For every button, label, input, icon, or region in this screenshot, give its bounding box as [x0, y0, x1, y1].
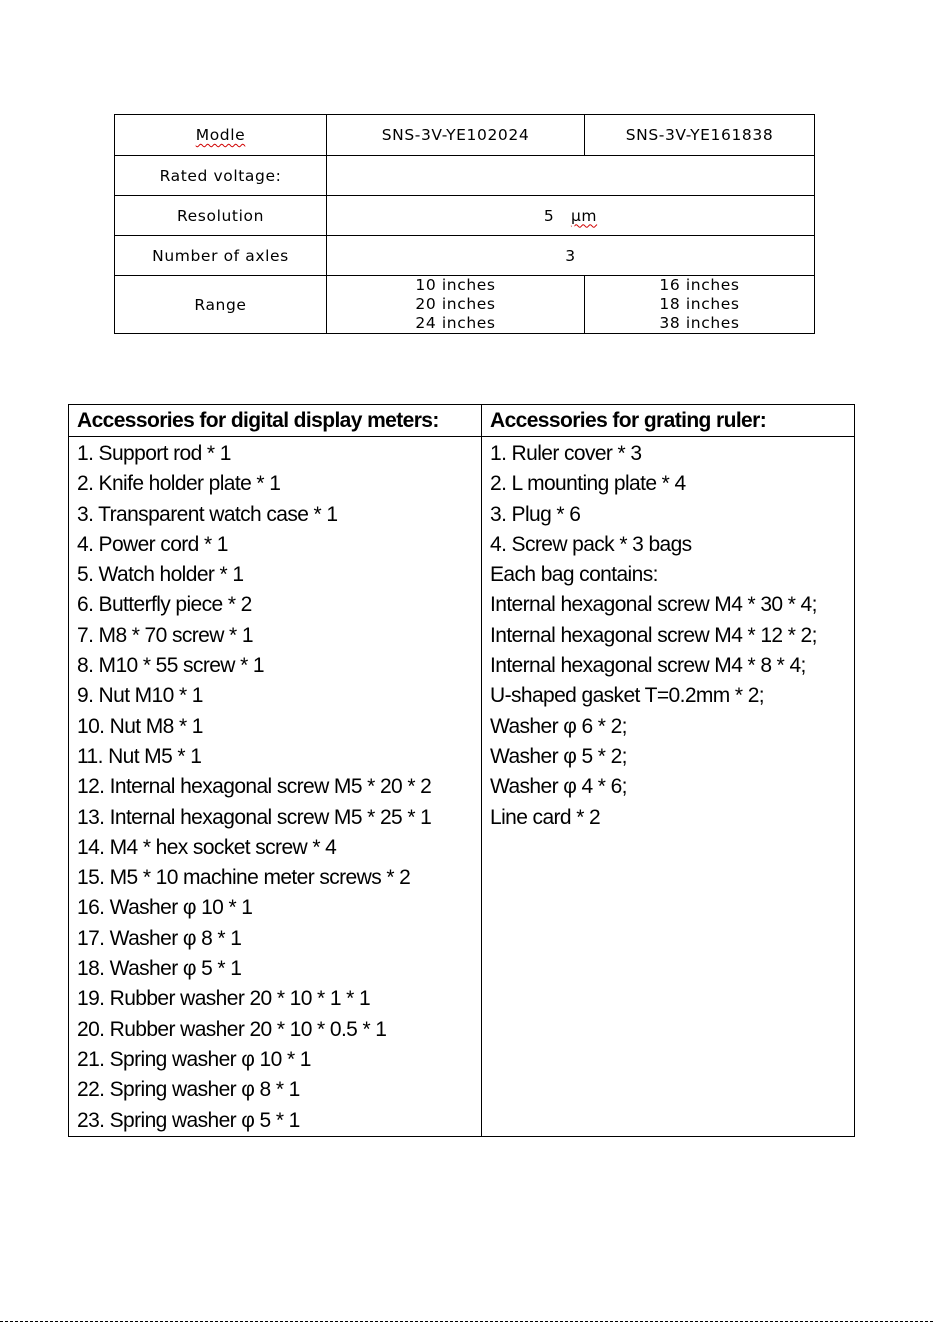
- list-item: 20. Rubber washer 20 * 10 * 0.5 * 1: [77, 1017, 387, 1041]
- list-item: Each bag contains:: [490, 563, 658, 587]
- list-item: 8. M10 * 55 screw * 1: [77, 654, 264, 678]
- list-item: 5. Watch holder * 1: [77, 563, 244, 587]
- list-item: 3. Transparent watch case * 1: [77, 502, 338, 526]
- list-item: 12. Internal hexagonal screw M5 * 20 * 2: [77, 775, 432, 799]
- list-item: 10. Nut M8 * 1: [77, 714, 203, 738]
- range-1-cell: [327, 276, 585, 334]
- meter-accessories-list: [69, 437, 482, 1137]
- accessories-header-row: [69, 405, 855, 437]
- list-item: 7. M8 * 70 screw * 1: [77, 623, 253, 647]
- spec-row-resolution: [115, 196, 815, 236]
- range-label: Range: [115, 276, 327, 334]
- range-1-item: 10 inches: [415, 276, 496, 294]
- list-item: 13. Internal hexagonal screw M5 * 25 * 1: [77, 805, 432, 829]
- page-bottom-rule: [0, 1321, 933, 1322]
- model-label: Modle: [195, 126, 246, 144]
- list-item: Washer φ 6 * 2;: [490, 714, 627, 738]
- list-item: 17. Washer φ 8 * 1: [77, 926, 242, 950]
- list-item: 23. Spring washer φ 5 * 1: [77, 1108, 300, 1132]
- accessories-table: [68, 404, 855, 1137]
- list-item: 21. Spring washer φ 10 * 1: [77, 1047, 311, 1071]
- range-2-cell: [585, 276, 815, 334]
- model-2-cell: [585, 115, 815, 156]
- list-item: 9. Nut M10 * 1: [77, 684, 203, 708]
- range-2-item: 38 inches: [659, 314, 740, 332]
- resolution-unit: μm: [570, 206, 598, 225]
- meter-accessories-header: Accessories for digital display meters:: [69, 405, 482, 437]
- axes-value: 3: [327, 236, 815, 276]
- list-item: 6. Butterfly piece * 2: [77, 593, 252, 617]
- ruler-accessories-header: Accessories for grating ruler:: [482, 405, 855, 437]
- list-item: Internal hexagonal screw M4 * 8 * 4;: [490, 654, 806, 678]
- model-1: SNS-3V-YE102024: [381, 126, 530, 144]
- resolution-label: Resolution: [115, 196, 327, 236]
- list-item: Internal hexagonal screw M4 * 12 * 2;: [490, 623, 817, 647]
- accessories-body-row: [69, 437, 855, 1137]
- range-2-item: 16 inches: [659, 276, 740, 294]
- list-item: 11. Nut M5 * 1: [77, 744, 202, 768]
- spec-table: [114, 114, 815, 334]
- list-item: U-shaped gasket T=0.2mm * 2;: [490, 684, 765, 708]
- list-item: 2. L mounting plate * 4: [490, 472, 686, 496]
- range-2-item: 18 inches: [659, 295, 740, 313]
- spec-row-axes: [115, 236, 815, 276]
- spec-row-model: [115, 115, 815, 156]
- spec-row-range: [115, 276, 815, 334]
- list-item: 4. Power cord * 1: [77, 532, 228, 556]
- model-2: SNS-3V-YE161838: [625, 126, 774, 144]
- list-item: 19. Rubber washer 20 * 10 * 1 * 1: [77, 987, 371, 1011]
- rated-voltage-value: [327, 156, 815, 196]
- list-item: Washer φ 5 * 2;: [490, 744, 627, 768]
- rated-voltage-label: Rated voltage:: [115, 156, 327, 196]
- list-item: 1. Ruler cover * 3: [490, 442, 642, 465]
- list-item: 22. Spring washer φ 8 * 1: [77, 1078, 300, 1102]
- list-item: 1. Support rod * 1: [77, 442, 231, 465]
- list-item: 3. Plug * 6: [490, 502, 581, 526]
- list-item: 14. M4 * hex socket screw * 4: [77, 835, 337, 859]
- spec-row-voltage: [115, 156, 815, 196]
- list-item: 18. Washer φ 5 * 1: [77, 957, 242, 981]
- resolution-number: 5: [543, 206, 555, 225]
- axes-label: Number of axles: [115, 236, 327, 276]
- list-item: Line card * 2: [490, 805, 601, 829]
- list-item: 4. Screw pack * 3 bags: [490, 532, 692, 556]
- list-item: Internal hexagonal screw M4 * 30 * 4;: [490, 593, 817, 617]
- list-item: 2. Knife holder plate * 1: [77, 472, 281, 496]
- list-item: Washer φ 4 * 6;: [490, 775, 627, 799]
- list-item: 16. Washer φ 10 * 1: [77, 896, 253, 920]
- range-1-item: 24 inches: [415, 314, 496, 332]
- model-1-cell: [327, 115, 585, 156]
- list-item: 15. M5 * 10 machine meter screws * 2: [77, 866, 411, 890]
- model-label-cell: [115, 115, 327, 156]
- range-1-item: 20 inches: [415, 295, 496, 313]
- ruler-accessories-list: [482, 437, 855, 1137]
- resolution-value-cell: [327, 196, 815, 236]
